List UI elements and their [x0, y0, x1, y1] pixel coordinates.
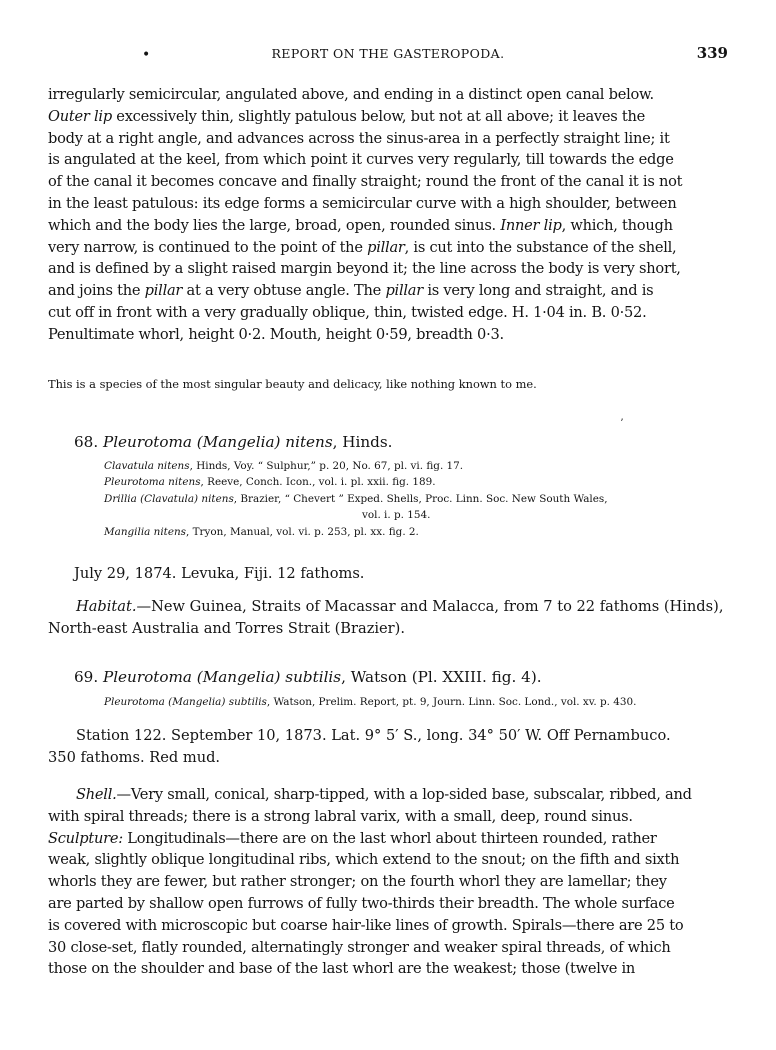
running-title: REPORT ON THE GASTEROPODA. [271, 46, 505, 61]
species-68-number: 68. [74, 433, 99, 451]
reference-taxon: Mangilia nitens [104, 525, 187, 538]
species-69-heading: 69. Pleurotoma (Mangelia) subtilis, Watson (Pl. XXIII. fig. 4). [74, 668, 542, 686]
reference-taxon: Drillia (Clavatula) nitens [104, 492, 234, 505]
text-line: 30 close-set, flatly rounded, alternatingly stronger and weaker spiral threads, of which [48, 938, 671, 956]
reference-taxon: Pleurotoma (Mangelia) subtilis [104, 696, 267, 708]
text-line: is angulated at the keel, from which point it curves very regularly, till towards the edge [48, 151, 674, 169]
text-line: Outer lip excessively thin, slightly patulous below, but not at all above; it leaves the [48, 107, 646, 125]
species-68-name: Pleurotoma (Mangelia) nitens [102, 433, 333, 451]
page-header [48, 44, 728, 64]
text-line: and joins the pillar at a very obtuse angle. The pillar is very long and straight, and is [48, 282, 654, 300]
text-line: which and the body lies the large, broad, open, rounded sinus. Inner lip, which, though [48, 216, 673, 234]
text-line: Sculpture: Longitudinals—there are on the last whorl about thirteen rounded, rather [48, 829, 657, 847]
text-line: and is defined by a slight raised margin beyond it; the line across the body is very short, [48, 260, 681, 278]
stray-mark: ʼ [620, 418, 624, 429]
reference-entry: vol. i. p. 154. [362, 509, 431, 522]
text-line: are parted by shallow open furrows of fully two-thirds their breadth. The whole surface [48, 894, 675, 912]
reference-taxon: Clavatula nitens [104, 460, 190, 472]
species-69-name: Pleurotoma (Mangelia) subtilis [102, 668, 342, 686]
description-paragraph [48, 84, 728, 346]
reference-text: , Watson, Prelim. Report, pt. 9, Journ. Linn. Soc. Lond., vol. xv. p. 430. [266, 696, 637, 708]
species-68-references [104, 458, 728, 540]
text-line: very narrow, is continued to the point of the pillar, is cut into the substance of the shell, [48, 238, 677, 256]
species-68-station: July 29, 1874. Levuka, Fiji. 12 fathoms. [74, 565, 365, 582]
species-68-heading: 68. Pleurotoma (Mangelia) nitens, Hinds. [74, 433, 393, 451]
station-line: Station 122. September 10, 1873. Lat. 9° 5′ S., long. 34° 50′ W. Off Pernambuco. [76, 727, 671, 744]
shell-description [48, 784, 728, 980]
text-line: of the canal it becomes concave and finally straight; round the front of the canal it is not [48, 173, 683, 191]
habitat-label: Habitat. [76, 598, 137, 615]
species-68-author: Hinds. [342, 433, 393, 451]
species-69-station [48, 725, 728, 769]
text-line: is covered with microscopic but coarse hair-like lines of growth. Spirals—there are 25 to [48, 916, 684, 934]
text-line: irregularly semicircular, angulated above, and ending in a distinct open canal below. [48, 86, 654, 103]
species-69-reference [104, 694, 728, 710]
species-69-author: Watson (Pl. XXIII. fig. 4). [350, 668, 542, 686]
remark-note: This is a species of the most singular beauty and delicacy, like nothing known to me. [48, 377, 537, 391]
habitat-line: North-east Australia and Torres Strait (Brazier). [48, 619, 405, 637]
station-line: 350 fathoms. Red mud. [48, 748, 221, 766]
text-line: weak, slightly oblique longitudinal ribs, which extend to the snout; on the fifth and sixth [48, 851, 680, 869]
reference-entry: Pleurotoma nitens, Reeve, Conch. Icon., vol. i. pl. xxii. fig. 189. [104, 476, 436, 489]
reference-entry: Clavatula nitens, Hinds, Voy. “ Sulphur,” p. 20, No. 67, pl. vi. fig. 17. [104, 460, 464, 472]
text-line: whorls they are fewer, but rather stronger; on the fourth whorl they are lamellar; they [48, 873, 667, 891]
text-line: in the least patulous: its edge forms a semicircular curve with a high shoulder, between [48, 194, 677, 212]
reference-taxon: Pleurotoma nitens [104, 476, 201, 489]
species-69-number: 69. [74, 668, 99, 686]
text-line: with spiral threads; there is a strong labral varix, with a small, deep, round sinus. [48, 807, 633, 825]
text-line: those on the shoulder and base of the last whorl are the weakest; those (twelve in [48, 960, 636, 978]
habitat-line: Habitat.—New Guinea, Straits of Macassar and Malacca, from 7 to 22 fathoms (Hinds), [76, 598, 724, 615]
page-number: 339 [696, 44, 728, 62]
text-line: Shell.—Very small, conical, sharp-tipped, with a lop-sided base, subscalar, ribbed, and [76, 786, 692, 803]
reference-entry: Mangilia nitens, Tryon, Manual, vol. vi. p. 253, pl. xx. fig. 2. [104, 525, 419, 538]
header-marker: • [142, 47, 151, 63]
text-line: cut off in front with a very gradually oblique, thin, twisted edge. H. 1·04 in. B. 0·52. [48, 303, 647, 321]
text-line: body at a right angle, and advances across the sinus-area in a perfectly straight line; it [48, 129, 670, 147]
species-68-habitat [48, 596, 728, 640]
reference-entry: Drillia (Clavatula) nitens, Brazier, “ Chevert ” Exped. Shells, Proc. Linn. Soc. New South Wales, [104, 492, 608, 505]
text-line: Penultimate whorl, height 0·2. Mouth, height 0·59, breadth 0·3. [48, 325, 504, 343]
